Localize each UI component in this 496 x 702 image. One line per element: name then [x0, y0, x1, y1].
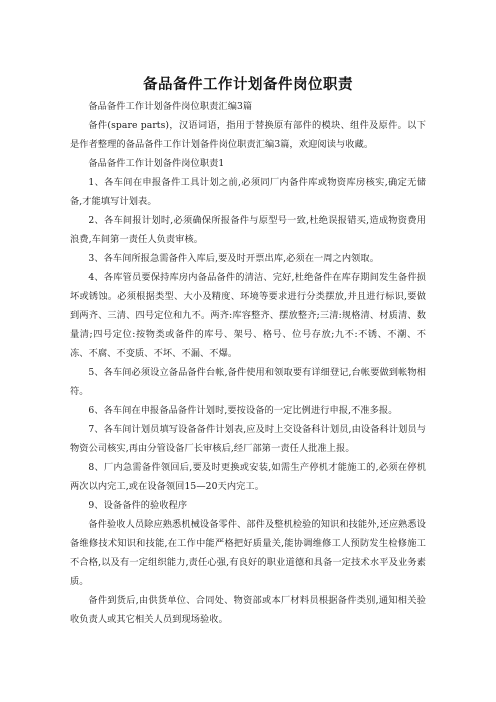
paragraph: 7、各车间计划员填写设备备件计划表,应及时上交设备科计划员,由设备科计划员与物资公司核实,再由分管设备厂长审核后,经厂部第一责任人批准上报。	[70, 424, 426, 454]
paragraph: 9、设备备件的验收程序	[88, 500, 188, 511]
paragraph: 1、各车间在申报备件工具计划之前,必须同厂内备件库或物资库房核实,确定无储备,才能填写计划表。	[70, 177, 426, 207]
paragraph: 8、厂内急需备件领回后,要及时更换或安装,如需生产停机才能施工的,必须在停机两次以内完工,或在设备领回15—20天内完工。	[70, 462, 426, 492]
paragraph: 6、各车间在申报备品备件计划时,要按设备的一定比例进行申报,不准多报。	[88, 405, 398, 416]
paragraph: 3、各车间所报急需备件入库后,要及时开票出库,必须在一周之内领取。	[88, 253, 380, 264]
document-title: 备品备件工作计划备件岗位职责	[143, 76, 353, 93]
paragraph: 备件到货后,由供货单位、合同处、物资部或本厂材料员根据备件类别,通知相关验收负责人或其它相关人员到现场验收。	[70, 595, 426, 625]
paragraph: 备品备件工作计划备件岗位职责汇编3篇	[88, 101, 253, 112]
paragraph: 2、各车间报计划时,必须确保所报备件与原型号一致,杜绝误报错买,造成物资费用浪费,车间第一责任人负责审核。	[70, 215, 426, 245]
paragraph: 5、各车间必须设立备品备件台帐,备件使用和领取要有详细登记,台帐要做到帐物相符。	[70, 367, 426, 397]
paragraph: 备品备件工作计划备件岗位职责1	[88, 158, 225, 169]
paragraph: 4、各库管员要保持库房内备品备件的清洁、完好,杜绝备件在库存期间发生备件损坏或锈蚀。必须根据类型、大小及精度、环境等要求进行分类摆放,并且进行标识,要做到两齐、三清、四号定位和九不。两齐:库容整齐、摆放整齐;三清:规格清、材质清、数量清;四号定位:按物类或备件的库号、架号、格号、位号存放;九不:不锈、不潮、不冻、不腐、不变质、不坏、不漏、不爆。	[70, 272, 426, 359]
paragraph: 备件(spare parts)，汉语词语，指用于替换原有部件的模块、组件及原件。以下是作者整理的备品备件工作计划备件岗位职责汇编3篇，欢迎阅读与收藏。	[70, 120, 426, 150]
document-body	[70, 97, 426, 629]
paragraph: 备件验收人员除应熟悉机械设备零件、部件及整机检验的知识和技能外,还应熟悉设备维修技术知识和技能,在工作中能严格把好质量关,能协调维修工人预防发生检修施工不合格,以及有一定组织能力,责任心强,有良好的职业道德和具备一定技术水平及业务素质。	[70, 519, 426, 587]
